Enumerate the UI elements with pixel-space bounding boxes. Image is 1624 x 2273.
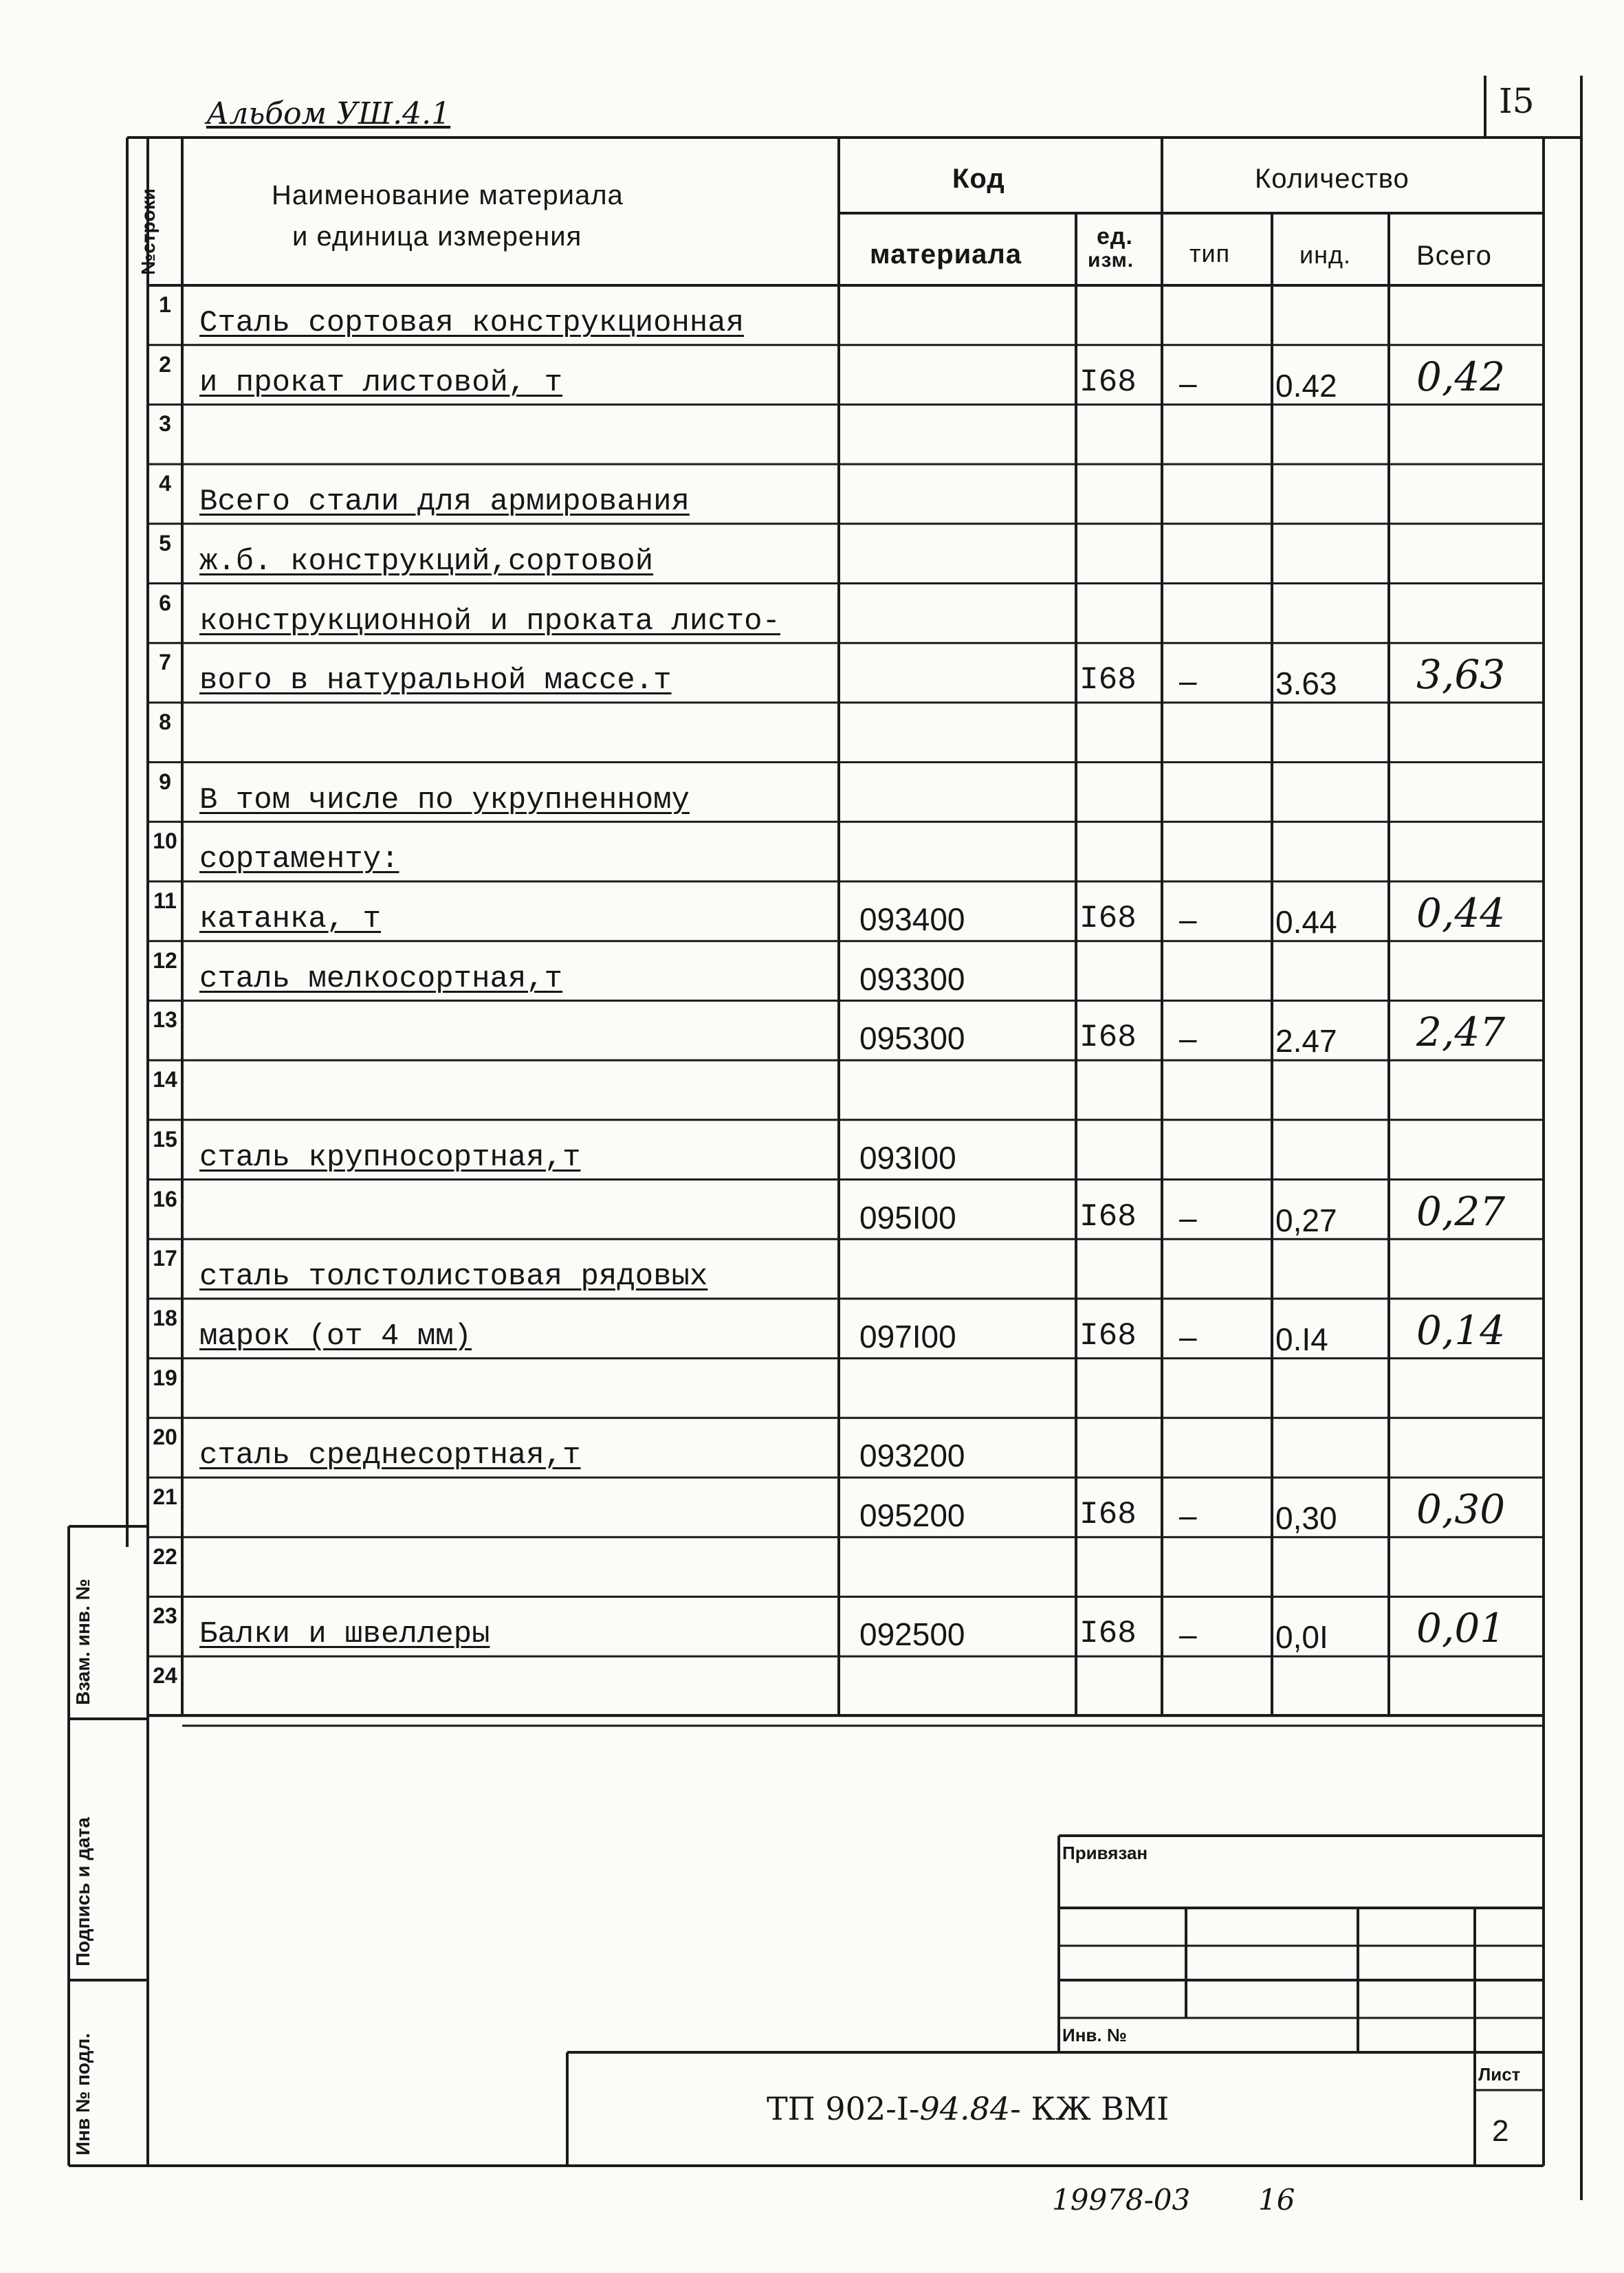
side-label-podl: Инв № подл. <box>72 2032 94 2155</box>
unit-code: I68 <box>1079 901 1137 936</box>
type-value: – <box>1179 1318 1197 1354</box>
total-value: 0,14 <box>1416 1306 1506 1354</box>
row-number: 7 <box>159 650 171 675</box>
ind-value: 3.63 <box>1275 666 1337 702</box>
material-code: 097I00 <box>859 1318 956 1354</box>
row-number: 14 <box>153 1067 177 1092</box>
header-ind: инд. <box>1299 241 1351 269</box>
header-material: материала <box>870 239 1022 270</box>
type-value: – <box>1179 901 1197 937</box>
header-code: Код <box>952 164 1005 194</box>
ind-value: 0.44 <box>1275 904 1337 940</box>
row-number: 1 <box>159 292 171 317</box>
side-label-zam: Взам. инв. № <box>72 1579 94 1705</box>
row-number: 11 <box>153 888 177 913</box>
unit-code: I68 <box>1079 662 1137 699</box>
material-code: 095200 <box>859 1497 965 1533</box>
ind-value: 0,30 <box>1275 1500 1337 1536</box>
header-row-number: №строки <box>138 188 159 275</box>
type-value: – <box>1179 1616 1197 1653</box>
material-name: Всего стали для армирования <box>199 485 690 520</box>
ind-value: 2.47 <box>1275 1023 1337 1059</box>
row-number: 23 <box>153 1603 177 1629</box>
material-code: 093400 <box>859 901 965 937</box>
material-name: сортаменту: <box>199 842 399 877</box>
material-code: 093I00 <box>859 1139 956 1176</box>
stamp-inv: Инв. № <box>1062 2025 1127 2045</box>
total-value: 2,47 <box>1416 1009 1506 1056</box>
row-number: 24 <box>153 1663 177 1689</box>
unit-code: I68 <box>1079 364 1137 400</box>
unit-code: I68 <box>1079 1497 1137 1533</box>
footer-code: 19978-03 <box>1052 2183 1191 2217</box>
row-number: 3 <box>159 411 171 437</box>
row-number: 22 <box>153 1544 177 1569</box>
row-number: 17 <box>153 1246 177 1271</box>
row-number: 16 <box>153 1186 177 1211</box>
type-value: – <box>1179 1497 1197 1533</box>
material-name: В том числе по укрупненному <box>199 782 690 817</box>
page-number: I5 <box>1499 81 1535 121</box>
footer-number: 16 <box>1258 2183 1295 2217</box>
header-quantity: Количество <box>1255 164 1409 194</box>
type-value: – <box>1179 1199 1197 1236</box>
material-code: 092500 <box>859 1616 965 1653</box>
unit-code: I68 <box>1079 1317 1137 1354</box>
row-number: 4 <box>159 471 171 496</box>
material-name: сталь толстолистовая рядовых <box>199 1260 708 1295</box>
type-value: – <box>1179 663 1197 699</box>
row-number: 10 <box>153 828 177 854</box>
material-name: ж.б. конструкций,сортовой <box>199 544 654 579</box>
material-code: 093300 <box>859 960 965 997</box>
total-value: 3,63 <box>1416 651 1506 699</box>
total-value: 0,27 <box>1416 1187 1506 1235</box>
header-type: тип <box>1189 239 1231 267</box>
stamp-privyazan: Привязан <box>1062 1843 1148 1863</box>
material-name: сталь крупносортная,т <box>199 1140 581 1175</box>
material-name: вого в натуральной массе.т <box>199 663 672 699</box>
ind-value: 0.I4 <box>1275 1321 1328 1357</box>
side-label-sign: Подпись и дата <box>72 1817 94 1966</box>
row-number: 6 <box>159 590 171 615</box>
row-number: 21 <box>153 1484 177 1509</box>
stamp-list-number: 2 <box>1492 2114 1509 2148</box>
unit-code: I68 <box>1079 1616 1137 1652</box>
material-name: сталь среднесортная,т <box>199 1438 581 1473</box>
row-number: 18 <box>153 1305 177 1330</box>
header-name-line2: и единица измерения <box>292 221 582 252</box>
document-code-handwritten: 94.84 <box>919 2090 1011 2127</box>
unit-code: I68 <box>1079 1020 1137 1056</box>
row-number: 13 <box>153 1007 177 1033</box>
total-value: 0,44 <box>1416 890 1506 936</box>
album-title: Альбом УШ.4.1 <box>206 96 451 131</box>
stamp-list-label: Лист <box>1478 2064 1521 2085</box>
row-number: 15 <box>153 1126 177 1152</box>
header-unit-line2: изм. <box>1088 249 1134 272</box>
header-total: Всего <box>1416 241 1492 271</box>
row-number: 5 <box>159 530 171 556</box>
row-number: 8 <box>159 709 171 734</box>
material-code: 093200 <box>859 1438 965 1474</box>
document-code-prefix: ТП 902-I- <box>767 2090 920 2127</box>
row-number: 9 <box>159 769 171 794</box>
row-number: 2 <box>159 351 171 377</box>
total-value: 0,30 <box>1416 1486 1506 1533</box>
material-name: сталь мелкосортная,т <box>199 961 563 996</box>
document-code-suffix: - КЖ ВМI <box>1010 2090 1170 2127</box>
material-code: 095I00 <box>859 1199 956 1236</box>
type-value: – <box>1179 364 1197 401</box>
row-number: 20 <box>153 1425 177 1450</box>
ind-value: 0,27 <box>1275 1202 1337 1238</box>
ind-value: 0.42 <box>1275 367 1337 404</box>
material-name: Сталь сортовая конструкционная <box>199 306 745 340</box>
row-number: 12 <box>153 947 177 973</box>
total-value: 0,42 <box>1416 353 1506 400</box>
header-name-line1: Наименование материала <box>272 180 624 210</box>
material-code: 095300 <box>859 1020 965 1057</box>
material-name: конструкционной и проката листо- <box>199 604 780 639</box>
material-name: катанка, т <box>199 902 382 936</box>
document-code <box>767 2090 1169 2127</box>
material-name: марок (от 4 мм) <box>199 1319 472 1354</box>
total-value: 0,01 <box>1416 1605 1506 1652</box>
type-value: – <box>1179 1020 1197 1057</box>
row-number: 19 <box>153 1365 177 1390</box>
header-unit-line1: ед. <box>1097 223 1133 250</box>
ind-value: 0,0I <box>1275 1619 1328 1656</box>
unit-code: I68 <box>1079 1198 1137 1235</box>
material-name: Балки и швеллеры <box>199 1617 490 1652</box>
material-name: и прокат листовой, т <box>199 365 563 400</box>
